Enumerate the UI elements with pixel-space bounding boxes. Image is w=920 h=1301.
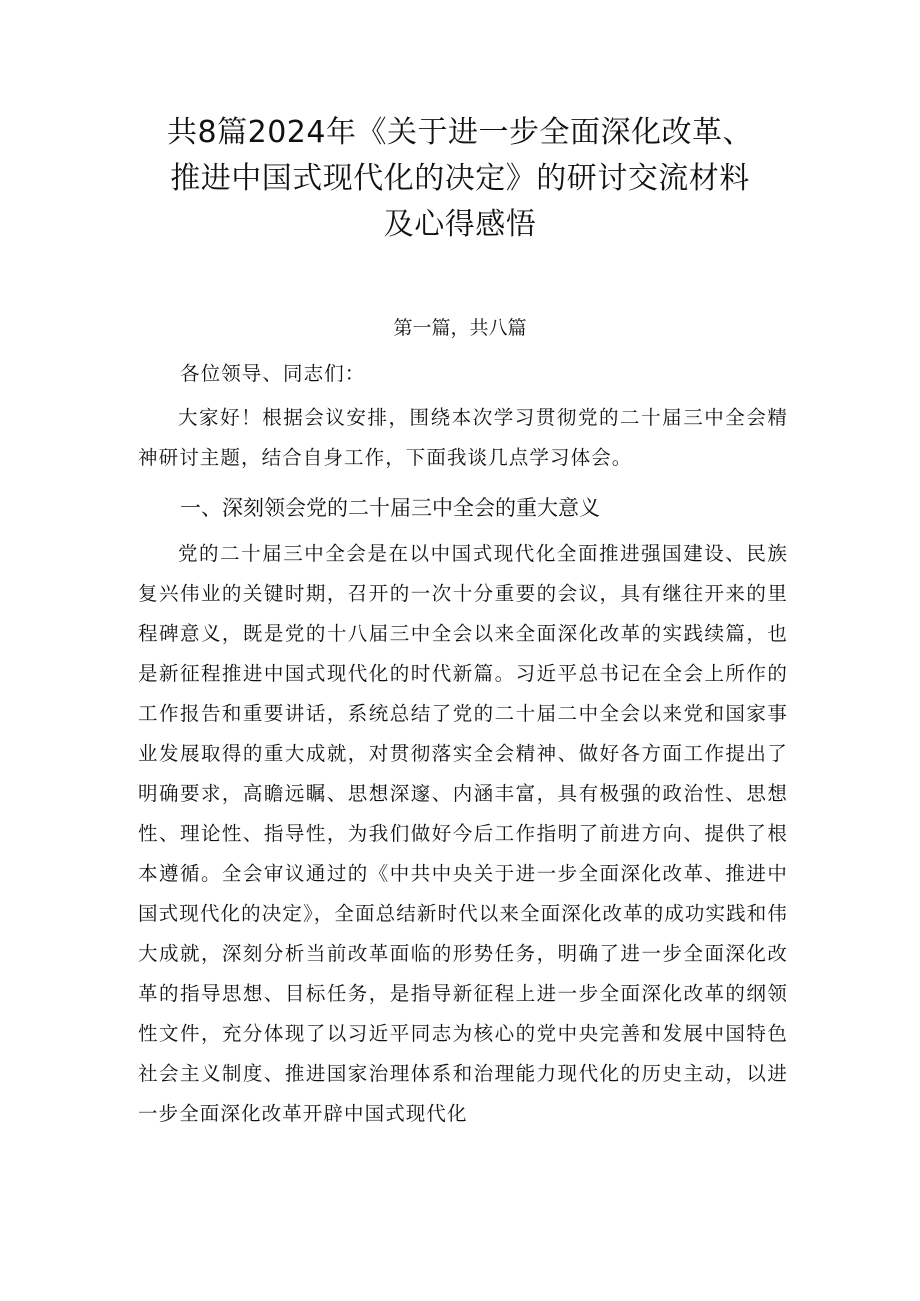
document-subtitle: 第一篇，共八篇: [393, 317, 527, 339]
title-line-3: 及心得感悟: [383, 207, 537, 242]
salutation: 各位领导、同志们：: [180, 362, 366, 385]
document-title: [60, 110, 860, 248]
paragraph-section-1: 党的二十届三中全会是在以中国式现代化全面推进强国建设、民族复兴伟业的关键时期，召开的一次十分重要的会议，具有继往开来的里程碑意义，既是党的十八届三中全会以来全面深化改革的实践续篇，也是新征程推进中国式现代化的时代新篇。习近平总书记在全会上所作的工作报告和重要讲话，系统总结了党的二十届二中全会以来党和国家事业发展取得的重大成就，对贯彻落实全会精神、做好各方面工作提出了明确要求，高瞻远瞩、思想深邃、内涵丰富，具有极强的政治性、思想性、理论性、指导性，为我们做好今后工作指明了前进方向、提供了根本遵循。全会审议通过的《中共中央关于进一步全面深化改革、推进中国式现代化的决定》，全面总结新时代以来全面深化改革的成功实践和伟大成就，深刻分析当前改革面临的形势任务，明确了进一步全面深化改革的指导思想、目标任务，是指导新征程上进一步全面深化改革的纲领性文件，充分体现了以习近平同志为核心的党中央完善和发展中国特色社会主义制度、推进国家治理体系和治理能力现代化的历史主动，以进一步全面深化改革开辟中国式现代化: [138, 542, 788, 1125]
title-line-1: 共8篇2024年《关于进一步全面深化改革、: [167, 115, 753, 150]
title-line-2: 推进中国式现代化的决定》的研讨交流材料: [170, 161, 750, 196]
paragraph-intro: 大家好！根据会议安排，围绕本次学习贯彻党的二十届三中全会精神研讨主题，结合自身工作，下面我谈几点学习体会。: [138, 406, 788, 469]
section-heading-1: 一、深刻领会党的二十届三中全会的重大意义: [180, 496, 600, 520]
